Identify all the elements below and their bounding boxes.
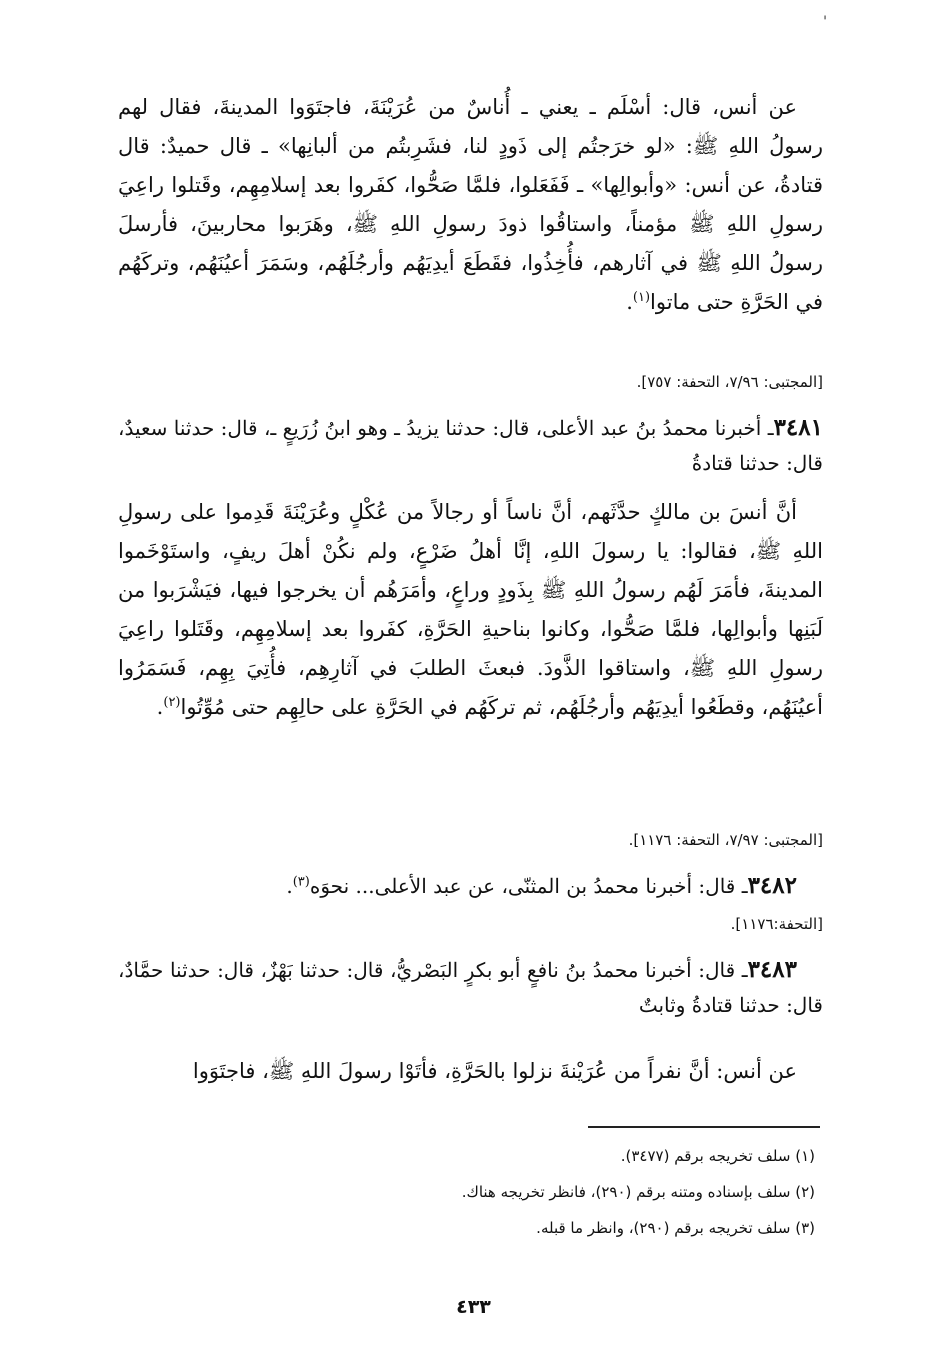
hadith-3482-block [118,868,823,904]
footnotes-section [300,1138,815,1246]
paragraph-text: عن أنس، قال: أسْلَم ـ يعني ـ أُناسٌ من عُرَيْنَةَ، فاجتَوَوا المدينةَ، فقال لهم رسولُ اللهِ ﷺ: «لو خرَجتُم إلى ذَودٍ لنا، فشَرِبتُم من ألبانِها» ـ قال حميدٌ: قال قتادةُ، عن أنس: «وأبوالِها» ـ فَفَعَلوا، فلمَّا صَحُّوا، كفَروا بعد إسلامِهِم، وقَتلوا راعِيَ رسولِ اللهِ ﷺ مؤمناً، واستاقُوا ذودَ رسولِ اللهِ ﷺ، وهَرَبوا محاربينَ، فأرسلَ رسولُ اللهِ ﷺ في آثارهم، فأُخِذُوا، فقَطَعَ أيدِيَهُم وأرجُلَهُم، وسَمَرَ أعيُنَهُم، وتركَهُم في الحَرَّةِ حتى ماتوا [118,95,823,314]
source-reference: [المجتبى: ٧/٩٧، التحفة: ١١٧٦]. [628,831,823,849]
main-text-block-1 [118,88,823,322]
source-reference: [التحفة:١١٧٦]. [730,915,823,933]
main-text-block-3 [118,1052,823,1091]
hadith-isnad: ٣٤٨٢ـ قال: أخبرنا محمدُ بن المثنّى، عن عبد الأعلى... نحوَه$^{(٣)}$. [286,872,797,899]
reference-block-3 [118,914,823,934]
reference-block-2 [118,830,823,850]
hadith-number: ٣٤٨٣ [747,956,797,983]
paragraph-text: عن أنس: أنَّ نفراً من عُرَيْنةَ نزلوا بالحَرَّةِ، فأتَوْا رسولَ اللهِ ﷺ، فاجتَوَوا [192,1059,797,1083]
footnote-marker: (٢) [163,695,181,710]
hadith-text-paragraph [118,1052,823,1091]
isnad-text: ـ أخبرنا محمدُ بنُ عبد الأعلى، قال: حدثنا يزيدُ ـ وهو ابنُ زُرَيعٍ ـ، قال: حدثنا سعيدٌ، قال: حدثنا قتادةُ [118,416,823,475]
hadith-number: ٣٤٨٢ [747,872,797,899]
hadith-3483-block [118,952,823,1023]
hadith-number: ٣٤٨١ [773,414,823,441]
footnote-marker: (١) [632,290,651,305]
hadith-text-paragraph: عن أنس، قال: أسْلَم ـ يعني ـ أُناسٌ من عُرَيْنَةَ، فاجتَوَوا المدينةَ، فقال لهم رسولُ اللهِ ﷺ: «لو خرَجتُم إلى ذَودٍ لنا، فشَرِبتُم من ألبانِها» ـ قال حميدٌ: قال قتادةُ، عن أنس: «وأبوالِها» ـ فَفَعَلوا، فلمَّا صَحُّوا، كفَروا بعد إسلامِهِم، وقَتلوا راعِيَ رسولِ اللهِ ﷺ مؤمناً، واستاقُوا ذودَ رسولِ اللهِ ﷺ، وهَرَبوا محاربينَ، فأرسلَ رسولُ اللهِ ﷺ في آثارهم، فأُخِذُوا، فقَطَعَ أيدِيَهُم وأرجُلَهُم، وسَمَرَ أعيُنَهُم، وتركَهُم في الحَرَّةِ حتى ماتوا$^{(١)}$. [118,95,823,314]
isnad-text: ـ قال: أخبرنا محمدُ بن المثنّى، عن عبد الأعلى... نحوَه [309,874,748,898]
page-number: ٤٣٣ [456,1296,491,1318]
footnote-2: (٢) سلف بإسناده ومتنه برقم (٢٩٠)، فانظر تخريجه هناك. [461,1183,815,1201]
hadith-text-paragraph: أنَّ أنسَ بن مالكٍ حدَّثَهم، أنَّ ناساً أو رجالاً من عُكْلٍ وعُرَيْنَةَ قَدِموا على رسولِ اللهِ ﷺ، فقالوا: يا رسولَ اللهِ، إنَّا أهلُ ضَرْعٍ، ولم نكُنْ أهلَ ريفٍ، واستَوْخَموا المدينةَ، فأمَرَ لَهُم رسولُ اللهِ ﷺ بِذَودٍ وراعٍ، وأمَرَهُم أن يخرجوا فيها، فيَشْرَبوا من لَبَنِها وأبوالِها، فلمَّا صَحُّوا، وكانوا بناحيةِ الحَرَّةِ، كفَروا بعد إسلامِهِم، وقَتَلوا راعِيَ رسولِ اللهِ ﷺ، واستاقوا الذَّودَ. فبعثَ الطلبَ في آثارِهِم، فأُتِيَ بِهِم، فَسَمَرُوا أعيُنَهُم، وقطَعُوا أيدِيَهُم وأرجُلَهُم، ثم تركَهُم في الحَرَّةِ على حالِهِم حتى مُوِّتُوا$^{(٢)}$. [118,500,823,719]
footnote-3: (٣) سلف تخريجه برقم (٢٩٠)، وانظر ما قبله. [536,1219,815,1237]
hadith-isnad [118,410,823,481]
footnote-marker: (٣) [292,874,310,890]
hadith-3481-block [118,410,823,481]
hadith-isnad [118,952,823,1023]
main-text-block-2 [118,493,823,727]
footnote-1: (١) سلف تخريجه برقم (٣٤٧٧). [620,1147,815,1165]
footnote-separator [588,1126,820,1128]
reference-block-1 [118,372,823,392]
isnad-text: ـ قال: أخبرنا محمدُ بنُ نافعٍ أبو بكرٍ البَصْريُّ، قال: حدثنا بَهْزٌ، قال: حدثنا حمَّادٌ، قال: حدثنا قتادةُ وثابتٌ [118,958,823,1017]
corner-mark: ' [823,14,827,30]
paragraph-text: أنَّ أنسَ بن مالكٍ حدَّثَهم، أنَّ ناساً أو رجالاً من عُكْلٍ وعُرَيْنَةَ قَدِموا على رسولِ اللهِ ﷺ، فقالوا: يا رسولَ اللهِ، إنَّا أهلُ ضَرْعٍ، ولم نكُنْ أهلَ ريفٍ، واستَوْخَموا المدينةَ، فأمَرَ لَهُم رسولُ اللهِ ﷺ بِذَودٍ وراعٍ، وأمَرَهُم أن يخرجوا فيها، فيَشْرَبوا من لَبَنِها وأبوالِها، فلمَّا صَحُّوا، وكانوا بناحيةِ الحَرَّةِ، كفَروا بعد إسلامِهِم، وقَتَلوا راعِيَ رسولِ اللهِ ﷺ، واستاقوا الذَّودَ. فبعثَ الطلبَ في آثارِهِم، فأُتِيَ بِهِم، فَسَمَرُوا أعيُنَهُم، وقطَعُوا أيدِيَهُم وأرجُلَهُم، ثم تركَهُم في الحَرَّةِ على حالِهِم حتى مُوِّتُوا [118,500,823,719]
source-reference: [المجتبى: ٧/٩٦، التحفة: ٧٥٧]. [636,373,823,391]
